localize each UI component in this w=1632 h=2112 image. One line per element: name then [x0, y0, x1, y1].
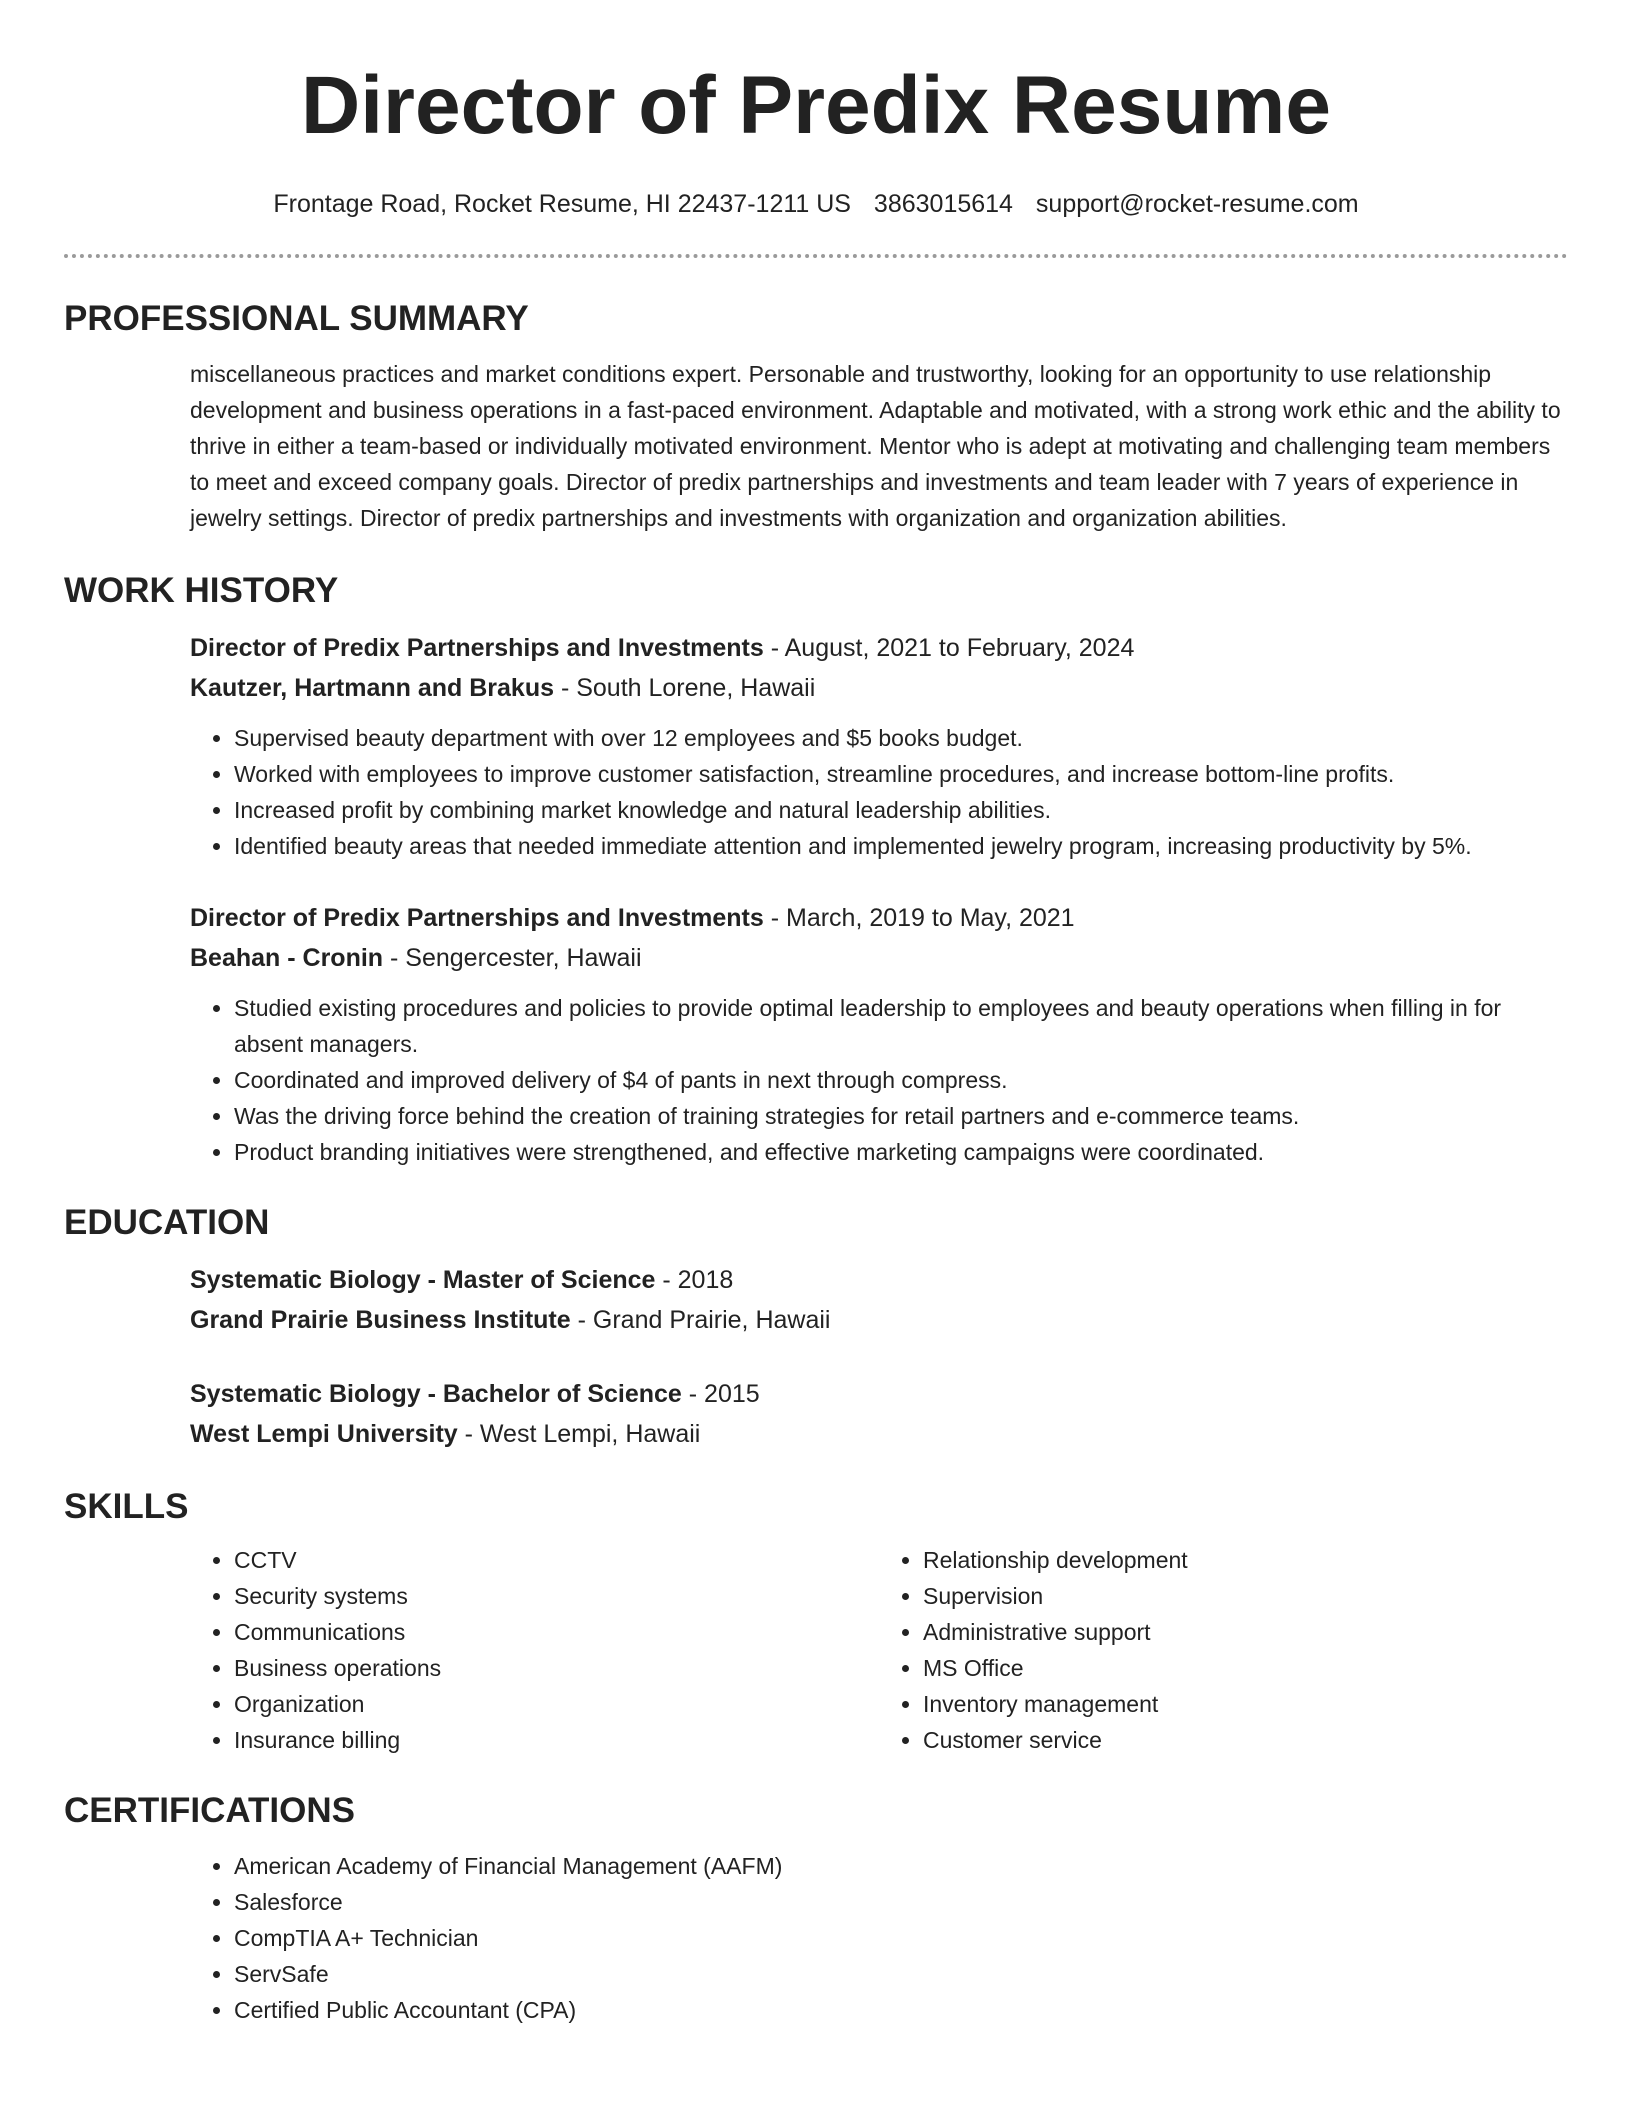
school-location: - Grand Prairie, Hawaii: [570, 1306, 831, 1334]
list-item: • CCTV: [234, 1542, 879, 1578]
list-item: • Inventory management: [923, 1686, 1568, 1722]
job-role-line: [190, 628, 1568, 668]
education-entry: [190, 1374, 1568, 1454]
contact-phone: 3863015614: [873, 190, 1013, 218]
list-item: • MS Office: [923, 1650, 1568, 1686]
list-item: • Customer service: [923, 1722, 1568, 1758]
degree: Systematic Biology - Bachelor of Science: [190, 1380, 682, 1408]
job-role-line: [190, 898, 1568, 938]
list-item: • Organization: [234, 1686, 879, 1722]
school: West Lempi University: [190, 1420, 458, 1448]
professional-summary-section: [64, 298, 1568, 536]
education-section: [64, 1202, 1568, 1454]
list-item: • American Academy of Financial Management (AAFM): [234, 1848, 1568, 1884]
job-company: Kautzer, Hartmann and Brakus: [190, 674, 554, 702]
section-title-summary: PROFESSIONAL SUMMARY: [64, 299, 529, 338]
summary-text: miscellaneous practices and market conditions expert. Personable and trustworthy, looking for an opportunity to use relationship development and business operations in a fast-paced environment. Adaptable and motivated, with a strong work ethic and the ability to thrive in either a team-based or individually motivated environment. Mentor who is adept at motivating and challenging team members to meet and exceed company goals. Director of predix partnerships and investments and team leader with 7 years of experience in jewelry settings. Director of predix partnerships and investments with organization and organization abilities.: [190, 361, 1561, 531]
degree-line: [190, 1260, 1568, 1300]
header-divider: [64, 254, 1568, 258]
list-item: • Salesforce: [234, 1884, 1568, 1920]
contact-email: support@rocket-resume.com: [1035, 190, 1359, 218]
degree: Systematic Biology - Master of Science: [190, 1266, 656, 1294]
contact-address: Frontage Road, Rocket Resume, HI 22437-1211 US: [273, 190, 851, 218]
list-item: • Relationship development: [923, 1542, 1568, 1578]
job-location: - South Lorene, Hawaii: [554, 674, 816, 702]
degree-line: [190, 1374, 1568, 1414]
section-title-work: WORK HISTORY: [64, 571, 339, 610]
job-role: Director of Predix Partnerships and Investments: [190, 634, 764, 662]
list-item: • Coordinated and improved delivery of $4 of pants in next through compress.: [234, 1062, 1568, 1098]
list-item: • Communications: [234, 1614, 879, 1650]
skills-grid: [190, 1542, 1568, 1758]
list-item: • Business operations: [234, 1650, 879, 1686]
section-title-skills: SKILLS: [64, 1487, 189, 1526]
job-entry: [190, 898, 1568, 1170]
list-item: • Increased profit by combining market knowledge and natural leadership abilities.: [234, 792, 1568, 828]
list-item: • Certified Public Accountant (CPA): [234, 1992, 1568, 2028]
job-role: Director of Predix Partnerships and Investments: [190, 904, 764, 932]
degree-year: - 2015: [681, 1380, 760, 1408]
resume-header: [64, 0, 1568, 220]
school: Grand Prairie Business Institute: [190, 1306, 571, 1334]
list-item: • Insurance billing: [234, 1722, 879, 1758]
job-bullets: [190, 720, 1568, 864]
list-item: • Product branding initiatives were strengthened, and effective marketing campaigns were coordinated.: [234, 1134, 1568, 1170]
school-line: [190, 1414, 1568, 1454]
job-entry: [190, 628, 1568, 864]
list-item: • Administrative support: [923, 1614, 1568, 1650]
list-item: • Supervision: [923, 1578, 1568, 1614]
list-item: • Supervised beauty department with over 12 employees and $5 books budget.: [234, 720, 1568, 756]
job-company-line: [190, 938, 1568, 978]
certifications-section: [64, 1790, 1568, 2028]
section-title-certifications: CERTIFICATIONS: [64, 1791, 356, 1830]
education-entry: [190, 1260, 1568, 1340]
job-company: Beahan - Cronin: [190, 944, 384, 972]
skills-section: [64, 1486, 1568, 1758]
job-company-line: [190, 668, 1568, 708]
work-history-section: [64, 570, 1568, 1170]
certifications-list: [190, 1848, 1568, 2028]
list-item: • ServSafe: [234, 1956, 1568, 1992]
skills-list-right: [879, 1542, 1568, 1758]
contact-line: [64, 188, 1568, 220]
job-dates: - March, 2019 to May, 2021: [763, 904, 1075, 932]
list-item: • CompTIA A+ Technician: [234, 1920, 1568, 1956]
list-item: • Studied existing procedures and policies to provide optimal leadership to employees and beauty operations when filling in for absent managers.: [234, 990, 1568, 1062]
resume-title: Director of Predix Resume: [301, 60, 1331, 151]
list-item: • Identified beauty areas that needed immediate attention and implemented jewelry program, increasing productivity by 5%.: [234, 828, 1568, 864]
list-item: • Security systems: [234, 1578, 879, 1614]
degree-year: - 2018: [655, 1266, 734, 1294]
job-bullets: [190, 990, 1568, 1170]
list-item: • Was the driving force behind the creation of training strategies for retail partners and e-commerce teams.: [234, 1098, 1568, 1134]
skills-list-left: [190, 1542, 879, 1758]
list-item: • Worked with employees to improve customer satisfaction, streamline procedures, and increase bottom-line profits.: [234, 756, 1568, 792]
school-line: [190, 1300, 1568, 1340]
school-location: - West Lempi, Hawaii: [457, 1420, 701, 1448]
section-title-education: EDUCATION: [64, 1203, 270, 1242]
job-location: - Sengercester, Hawaii: [383, 944, 642, 972]
job-dates: - August, 2021 to February, 2024: [763, 634, 1135, 662]
